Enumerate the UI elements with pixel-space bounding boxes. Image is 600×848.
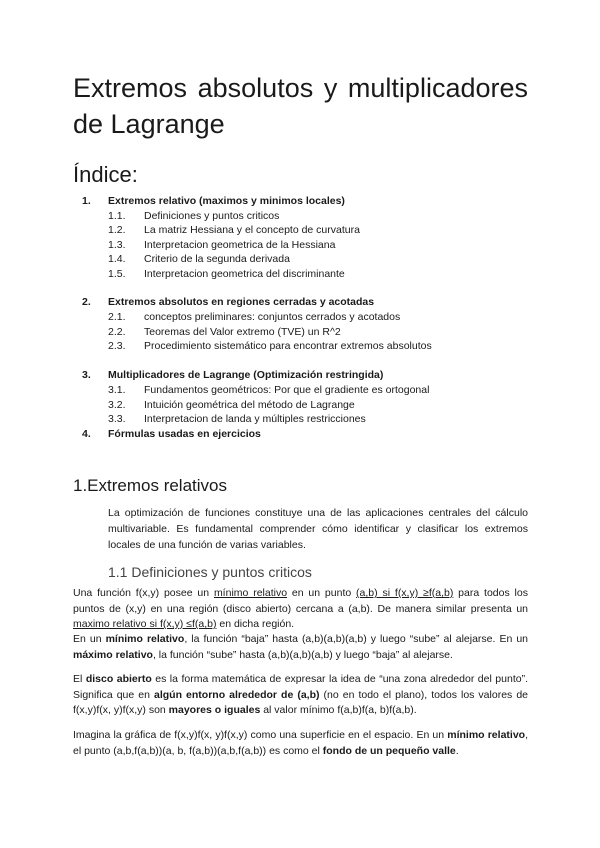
text-run: en dicha región. xyxy=(216,618,295,630)
surface-paragraph xyxy=(73,728,528,759)
intro-paragraph: La optimización de funciones constituye una de las aplicaciones centrales del cálculo multivariable. Es fundamental comprender cómo identificar y clasificar los extremos locales de una función de varias variables. xyxy=(108,507,528,551)
text-run: en un punto xyxy=(287,587,357,599)
bold-term: mínimo relativo xyxy=(447,729,526,741)
bold-term: mayores o iguales xyxy=(168,704,261,716)
toc-label: Extremos absolutos en regiones cerradas y acotadas xyxy=(108,296,375,308)
text-run: al valor mínimo f(a,b)f(a, b)f(a,b). xyxy=(260,704,417,716)
toc-label: Criterio de la segunda derivada xyxy=(144,253,290,265)
text-run: (no en todo el plano), todos los valores de f(x,y)f(x, y)f(x,y) son xyxy=(73,688,528,716)
definition-paragraph xyxy=(73,586,528,633)
toc-heading: Índice: xyxy=(73,162,138,187)
toc-label: Interpretacion geometrica de la Hessiana xyxy=(144,238,336,251)
toc-label: Teoremas del Valor extremo (TVE) un R^2 xyxy=(144,325,341,338)
toc-number: 2.1. xyxy=(108,311,126,323)
toc-label: Multiplicadores de Lagrange (Optimización restringida) xyxy=(108,369,384,381)
toc-label: Procedimiento sistemático para encontrar extremos absolutos xyxy=(144,340,432,352)
text-run: , la función “sube” hasta (a,b)(a,b)(a,b) y luego “baja” al alejarse. xyxy=(152,648,453,661)
underlined-term: mínimo relativo xyxy=(213,587,288,599)
toc-label: Intuición geométrica del método de Lagrange xyxy=(144,398,355,411)
section-heading: 1.Extremos relativos xyxy=(73,476,227,495)
toc-number: 1. xyxy=(82,195,91,207)
toc-label: Fundamentos geométricos: Por que el gradiente es ortogonal xyxy=(144,384,430,396)
toc-label: conceptos preliminares: conjuntos cerrados y acotados xyxy=(144,311,401,323)
text-run: . xyxy=(455,744,459,757)
toc-label: Extremos relativo (maximos y minimos locales) xyxy=(108,195,345,207)
text-run: , el punto (a,b,f(a,b))(a, b, f(a,b))(a,b,f(a,b)) es como el xyxy=(73,729,528,757)
subsection-heading: 1.1 Definiciones y puntos criticos xyxy=(108,564,312,580)
toc-number: 3.3. xyxy=(108,413,126,425)
toc-number: 1.5. xyxy=(108,267,126,280)
underlined-condition: maximo relativo si f(x,y) ≤f(a,b) xyxy=(73,618,217,630)
toc-label: Interpretacion de landa y múltiples restricciones xyxy=(144,413,366,425)
text-run: es la forma matemática de expresar la idea de “una zona alrededor del punto”. Significa que en xyxy=(73,673,528,701)
toc-number: 1.4. xyxy=(108,253,126,265)
text-run: para todos los puntos de (x,y) en una región (disco abierto) cercana a (a,b). De manera similar presenta un xyxy=(73,587,528,615)
toc-label: Interpretacion geometrica del discriminante xyxy=(144,267,345,280)
text-run: Una función f(x,y) posee un xyxy=(73,587,214,599)
min-max-paragraph xyxy=(73,632,528,663)
bold-term: disco abierto xyxy=(85,673,152,685)
bold-term: máximo relativo xyxy=(73,648,153,661)
bold-term: mínimo relativo xyxy=(105,633,185,645)
underlined-condition: (a,b) si f(x,y) ≥f(a,b) xyxy=(356,587,454,599)
toc-number: 3.2. xyxy=(108,398,126,411)
toc-number: 3.1. xyxy=(108,384,126,396)
document-title: Extremos absolutos y multiplicadores de Lagrange xyxy=(73,73,528,139)
text-run: En un xyxy=(73,633,106,645)
text-run: Imagina la gráfica de f(x,y)f(x, y)f(x,y) como una superficie en el espacio. En un xyxy=(73,729,448,741)
toc-label: Definiciones y puntos criticos xyxy=(144,209,280,222)
toc-number: 3. xyxy=(82,369,91,381)
toc-label: La matriz Hessiana y el concepto de curvatura xyxy=(144,224,360,236)
toc-label: Fórmulas usadas en ejercicios xyxy=(108,427,261,440)
toc-number: 2.3. xyxy=(108,340,126,352)
toc-number: 1.2. xyxy=(108,224,126,236)
text-run: , la función “baja” hasta (a,b)(a,b)(a,b) y luego “sube” al alejarse. En un xyxy=(184,633,529,645)
toc-number: 2. xyxy=(82,296,91,308)
open-disc-paragraph xyxy=(73,672,528,719)
toc-number: 1.1. xyxy=(108,209,126,222)
bold-term: fondo de un pequeño valle xyxy=(322,744,456,757)
text-run: El xyxy=(73,673,86,685)
toc-number: 2.2. xyxy=(108,325,126,338)
bold-term: algún entorno alrededor de (a,b) xyxy=(154,688,320,701)
toc-number: 4. xyxy=(82,427,91,440)
toc-number: 1.3. xyxy=(108,238,126,251)
